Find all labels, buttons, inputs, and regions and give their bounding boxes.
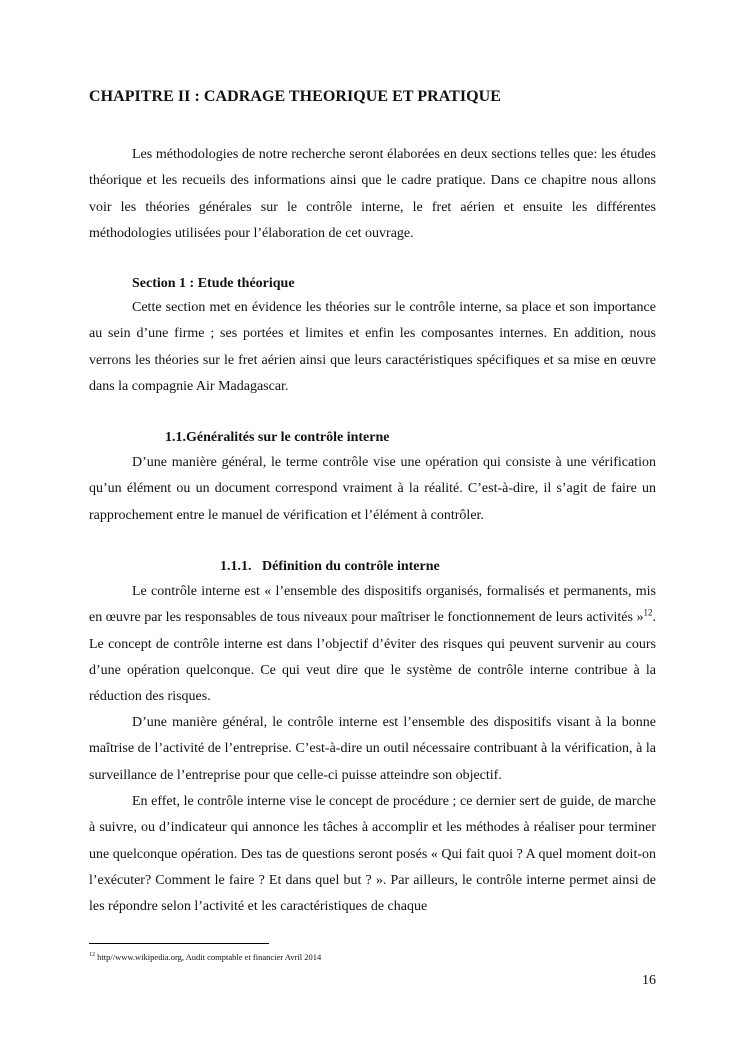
subsection-number: 1.1.1. (220, 559, 252, 574)
subsection-title: Définition du contrôle interne (262, 559, 440, 574)
footnote (89, 951, 321, 963)
definition-text-part-2: . Le concept de contrôle interne est dans l’objectif d’éviter des risques qui peuvent survenir au cours d’une opération quelconque. Ce qui veut dire que le système de contrôle interne contribue à la réduction des risques. (89, 610, 656, 705)
footnote-divider (89, 943, 269, 944)
definition-paragraph-3: En effet, le contrôle interne vise le concept de procédure ; ce dernier sert de guide, de marche à suivre, ou d’indicateur qui annonce les tâches à accomplir et les méthodes à réaliser pour terminer une quelconque opération. Des tas de questions seront posés « Qui fait quoi ? A quel moment doit-on l’exécuter? Comment le faire ? Et dans quel but ? ». Par ailleurs, le contrôle interne permet ainsi de les répondre selon l’activité et les caractéristiques de chaque (89, 794, 656, 915)
chapter-title: CHAPITRE II : CADRAGE THEORIQUE ET PRATIQUE (89, 88, 501, 105)
footnote-reference: 12 (643, 607, 653, 618)
subsection-1-1-paragraph: D’une manière général, le terme contrôle vise une opération qui consiste à une vérification qu’un élément ou un document correspond vraiment à la réalité. C’est-à-dire, il s’agit de faire un rapprochement entre le manuel de vérification et l’élément à contrôler. (89, 455, 656, 523)
footnote-text: http//www.wikipedia.org, Audit comptable et financier Avril 2014 (97, 952, 322, 962)
intro-paragraph: Les méthodologies de notre recherche seront élaborées en deux sections telles que: les études théorique et les recueils des informations ainsi que le cadre pratique. Dans ce chapitre nous allons voir les théories générales sur le contrôle interne, le fret aérien et ensuite les différentes méthodologies utilisées pour l’élaboration de cet ouvrage. (89, 147, 656, 241)
definition-paragraph-1 (89, 579, 656, 710)
definition-paragraph-2: D’une manière général, le contrôle interne est l’ensemble des dispositifs visant à la bonne maîtrise de l’activité de l’entreprise. C’est-à-dire un outil nécessaire contribuant à la vérification, à la surveillance de l’entreprise pour que celle-ci puisse atteindre son objectif. (89, 715, 656, 783)
subsection-1-1-heading: 1.1.Généralités sur le contrôle interne (165, 430, 390, 445)
page-number: 16 (642, 973, 656, 988)
section-1-paragraph: Cette section met en évidence les théories sur le contrôle interne, sa place et son importance au sein d’une firme ; ses portées et limites et enfin les composantes internes. En addition, nous verrons les théories sur le fret aérien ainsi que leurs caractéristiques spécifiques et sa mise en œuvre dans la compagnie Air Madagascar. (89, 300, 656, 394)
subsection-1-1-1-heading (220, 557, 440, 577)
footnote-number: 12 (89, 952, 95, 959)
section-1-heading: Section 1 : Etude théorique (132, 276, 295, 291)
definition-text-part-1: Le contrôle interne est « l’ensemble des dispositifs organisés, formalisés et permanents, mis en œuvre par les responsables de tous niveaux pour maîtriser le fonctionnement de leurs activités » (89, 584, 656, 626)
